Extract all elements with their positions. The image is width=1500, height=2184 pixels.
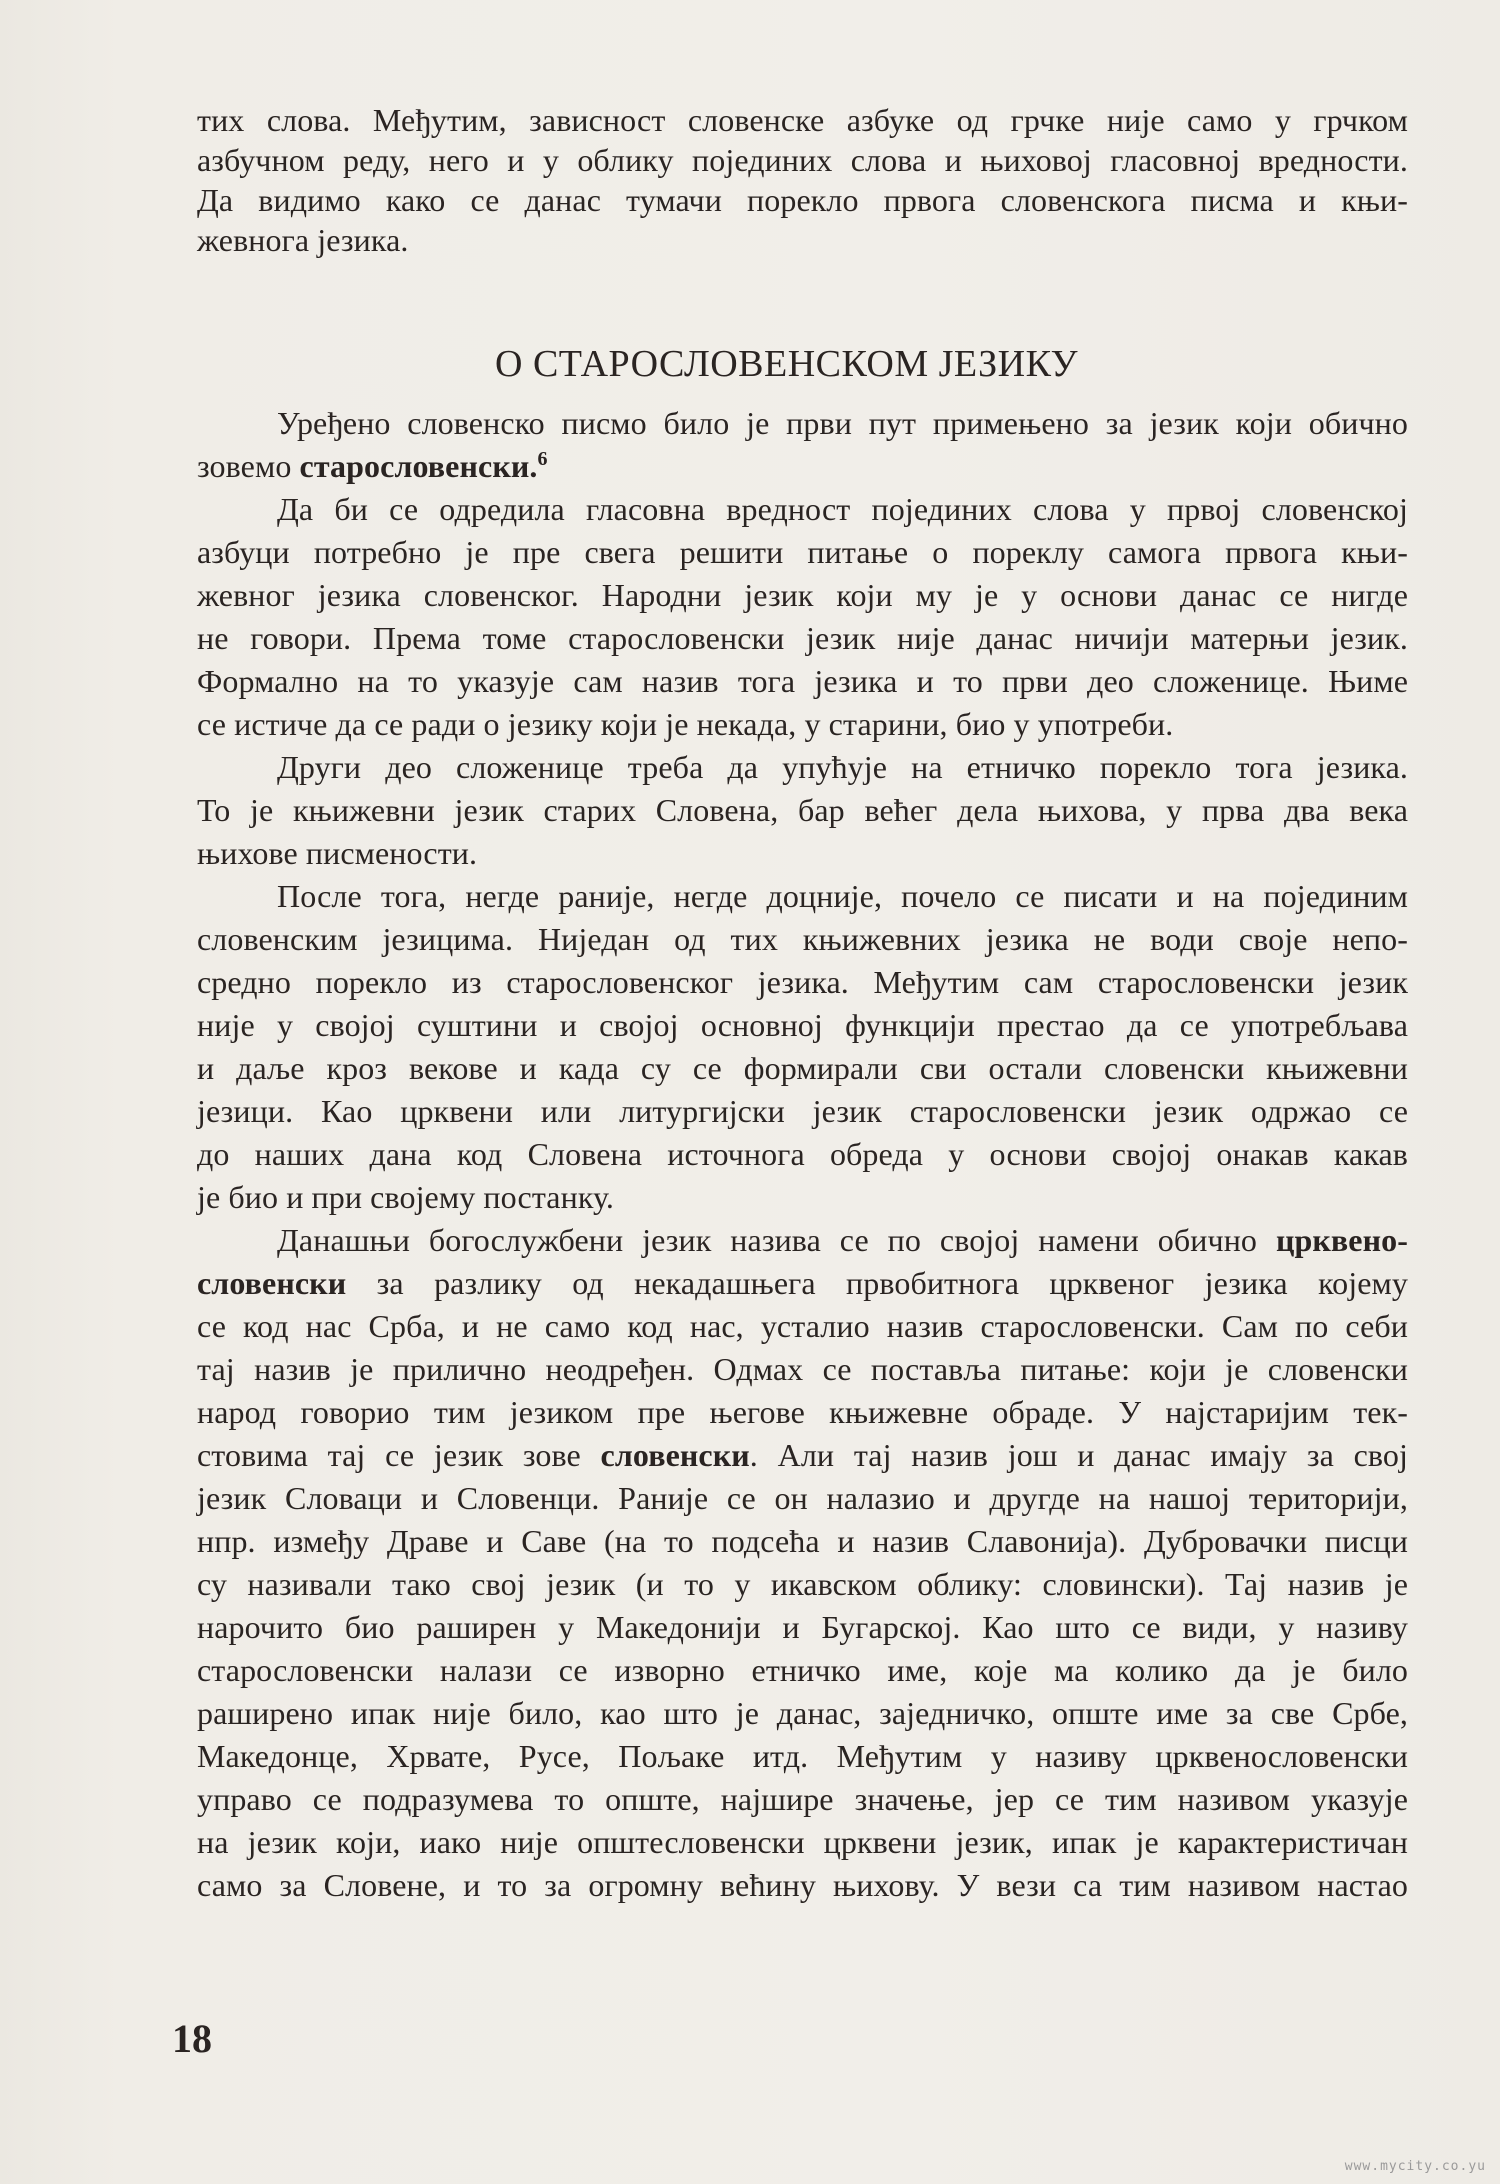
body-line: словенским језицима. Ниједан од тих књижевних језика не води своје непо- [197,921,1408,957]
body-line: То је књижевни језик старих Словена, бар већег дела њихова, у прва два века [197,792,1408,828]
body-line: азбуци потребно је пре свега решити питање о пореклу самога првога књи- [197,534,1408,570]
body-line: нарочито био раширен у Македонији и Бугарској. Као што се види, у називу [197,1609,1408,1645]
body-line: народ говорио тим језиком пре његове књижевне обраде. У најстаријим тек- [197,1394,1408,1430]
body-line [197,1263,1408,1303]
body-line: њихове писмености. [197,835,478,871]
text-run: за разлику од некадашњега првобитнога црквеног језика којему [346,1265,1408,1301]
body-line: се код нас Срба, и не само код нас, усталио назив старословенски. Сам по себи [197,1308,1408,1344]
bold-term: старословенски. [299,448,538,484]
text-run: . Али тај назив још и данас имају за свој [749,1437,1408,1473]
watermark: www.mycity.co.yu [1344,2159,1486,2174]
body-line: раширено ипак није било, као што је данас, заједничко, опште име за све Србе, [197,1695,1408,1731]
body-line: само за Словене, и то за огромну већину њихову. У вези са тим називом настао [197,1867,1408,1903]
body-line: тих слова. Међутим, зависност словенске азбуке од грчке није само у грчком [197,102,1408,138]
body-line [197,446,1408,486]
text-run: Данашњи богослужбени језик назива се по својој намени обично [277,1222,1276,1258]
body-line: Да видимо како се данас тумачи порекло првога словенскога писма и књи- [197,182,1408,218]
body-line [197,1435,1408,1475]
body-line: нпр. између Драве и Саве (на то подсећа и назив Славонија). Дубровачки писци [197,1523,1408,1559]
body-line: језик Словаци и Словенци. Раније се он налазио и другде на нашој територији, [197,1480,1408,1516]
body-line: Уређено словенско писмо било је први пут примењено за језик који обично [277,405,1408,441]
text-run: стовима тај се језик зове [197,1437,601,1473]
body-line: језици. Као црквени или литургијски језик старословенски језик одржао се [197,1093,1408,1129]
footnote-reference[interactable]: 6 [537,448,548,470]
body-line: После тога, негде раније, негде доцније, почело се писати и на појединим [277,878,1408,914]
page-number: 18 [172,2016,212,2061]
body-line: жевнога језика. [197,222,409,258]
body-line: и даље кроз векове и када су се формирали сви остали словенски књижевни [197,1050,1408,1086]
bold-term: црквено- [1275,1222,1408,1258]
body-line [277,1220,1408,1260]
body-line: до наших дана код Словена источнога обреда у основи својој онакав какав [197,1136,1408,1172]
body-line: Други део сложенице треба да упућује на етничко порекло тога језика. [277,749,1408,785]
body-line: на језик који, иако није општесловенски црквени језик, ипак је карактеристичан [197,1824,1408,1860]
body-line: управо се подразумева то опште, најшире значење, јер се тим називом указује [197,1781,1408,1817]
body-line: није у својој суштини и својој основној функцији престао да се употребљава [197,1007,1408,1043]
body-line: Да би се одредила гласовна вредност појединих слова у првој словенској [277,491,1408,527]
body-line: жевног језика словенског. Народни језик који му је у основи данас се нигде [197,577,1408,613]
body-line: тај назив је прилично неодређен. Одмах се поставља питање: који је словенски [197,1351,1408,1387]
body-line: су називали тако свој језик (и то у икавском облику: словински). Тај назив је [197,1566,1408,1602]
body-line: се истиче да се ради о језику који је некада, у старини, био у употреби. [197,706,1174,742]
bold-term: словенски [600,1437,750,1473]
body-line: Формално на то указује сам назив тога језика и то први део сложенице. Њиме [197,663,1408,699]
text-run: зовемо [197,448,300,484]
body-line: Македонце, Хрвате, Русе, Пољаке итд. Међутим у називу црквенословенски [197,1738,1408,1774]
body-line: је био и при својему постанку. [197,1179,615,1215]
body-line: не говори. Према томе старословенски језик није данас ничији матерњи језик. [197,620,1408,656]
bold-term: словенски [197,1265,347,1301]
body-line: азбучном реду, него и у облику појединих слова и њиховој гласовној вредности. [197,142,1408,178]
body-line: старословенски налази се изворно етничко име, које ма колико да је било [197,1652,1408,1688]
body-line: средно порекло из старословенског језика. Међутим сам старословенски језик [197,964,1408,1000]
section-heading: О СТАРОСЛОВЕНСКОМ ЈЕЗИКУ [495,343,1079,385]
